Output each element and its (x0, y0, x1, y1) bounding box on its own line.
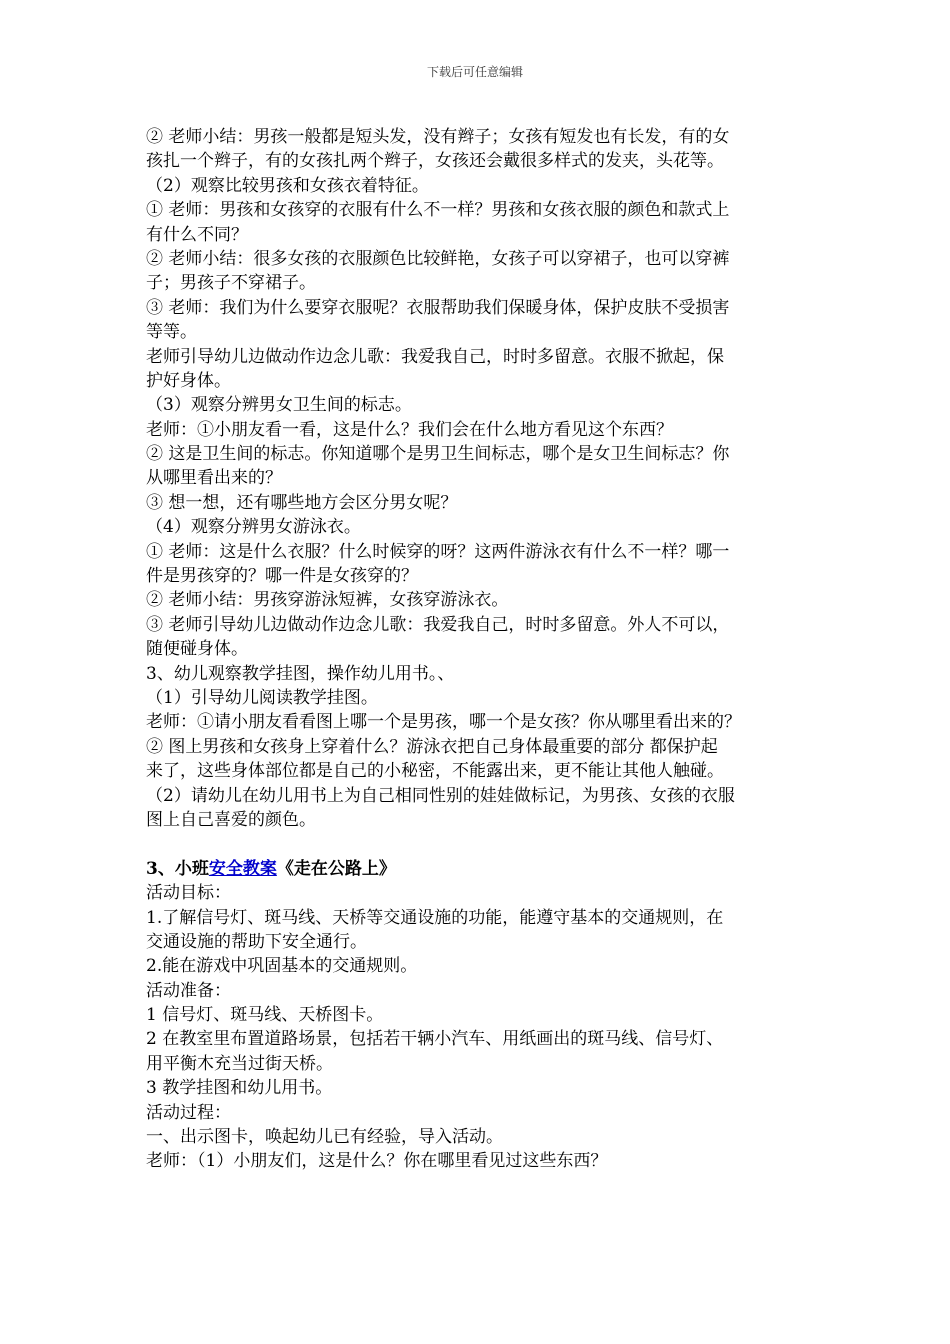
text-line: 来了，这些身体部位都是自己的小秘密，不能露出来，更不能让其他人触碰。 (146, 761, 724, 782)
text-line: ② 老师小结：男孩穿游泳短裤，女孩穿游泳衣。 (146, 590, 509, 611)
text-line: （1）引导幼儿阅读教学挂图。 (146, 687, 378, 708)
text-line: 随便碰身体。 (146, 639, 248, 660)
text-line: ③ 想一想，还有哪些地方会区分男女呢？ (146, 492, 458, 513)
text-line: 老师：（1）小朋友们，这是什么？你在哪里看见过这些东西？ (146, 1151, 608, 1172)
text-line: 护好身体。 (146, 370, 231, 391)
section-heading-title: 《走在公路上》 (276, 858, 396, 879)
text-line: 老师：①请小朋友看看图上哪一个是男孩，哪一个是女孩？你从哪里看出来的？ (146, 712, 741, 733)
text-line: 子；男孩子不穿裙子。 (146, 273, 316, 294)
page-header: 下载后可任意编辑 (426, 65, 523, 79)
text-line: 孩扎一个辫子，有的女孩扎两个辫子，女孩还会戴很多样式的发夹，头花等。 (146, 151, 724, 172)
text-line: 件是男孩穿的？哪一件是女孩穿的？ (146, 566, 418, 587)
lesson-plan-link[interactable]: 安全教案 (208, 858, 277, 879)
text-line: 等等。 (146, 322, 197, 343)
text-line: 老师：①小朋友看一看，这是什么？我们会在什么地方看见这个东西？ (146, 419, 673, 440)
text-line: 活动过程： (146, 1102, 231, 1123)
text-line: 2.能在游戏中巩固基本的交通规则。 (146, 956, 418, 977)
blank-line (146, 832, 816, 856)
text-line: 1.了解信号灯、斑马线、天桥等交通设施的功能，能遵守基本的交通规则，在 (146, 907, 724, 928)
text-line: 2 在教室里布置道路场景，包括若干辆小汽车、用纸画出的斑马线、信号灯、 (146, 1029, 724, 1050)
text-line: ② 老师小结：男孩一般都是短头发，没有辫子；女孩有短发也有长发，有的女 (146, 127, 730, 147)
document-body (146, 125, 816, 1174)
text-line: 用平衡木充当过街天桥。 (146, 1053, 333, 1074)
text-line: （4）观察分辨男女游泳衣。 (146, 517, 361, 538)
lesson-plan-body (146, 881, 816, 1174)
text-line: 活动准备： (146, 980, 231, 1001)
text-line: （3）观察分辨男女卫生间的标志。 (146, 395, 412, 416)
text-line: ① 老师：这是什么衣服？什么时候穿的呀？这两件游泳衣有什么不一样？哪一 (146, 541, 730, 562)
text-line: ② 这是卫生间的标志。你知道哪个是男卫生间标志，哪个是女卫生间标志？你 (146, 444, 730, 465)
text-line: ③ 老师引导幼儿边做动作边念儿歌：我爱我自己，时时多留意。外人不可以， (146, 614, 730, 635)
text-line: （2）观察比较男孩和女孩衣着特征。 (146, 175, 429, 196)
text-line: 图上自己喜爱的颜色。 (146, 809, 316, 830)
section-heading (146, 857, 816, 881)
text-line: ① 老师：男孩和女孩穿的衣服有什么不一样？男孩和女孩衣服的颜色和款式上 (146, 200, 730, 221)
text-line: ② 图上男孩和女孩身上穿着什么？游泳衣把自己身体最重要的部分 都保护起 (146, 736, 718, 757)
text-line: 老师引导幼儿边做动作边念儿歌：我爱我自己，时时多留意。衣服不掀起，保 (146, 346, 724, 367)
text-line: 1 信号灯、斑马线、天桥图卡。 (146, 1005, 384, 1026)
text-line: （2）请幼儿在幼儿用书上为自己相同性别的娃娃做标记，为男孩、女孩的衣服 (146, 785, 735, 806)
text-line: 3、幼儿观察教学挂图，操作幼儿用书。、 (146, 663, 455, 684)
text-line: ③ 老师：我们为什么要穿衣服呢？衣服帮助我们保暖身体，保护皮肤不受损害 (146, 297, 730, 318)
text-line: 有什么不同？ (146, 224, 248, 245)
text-line: ② 老师小结：很多女孩的衣服颜色比较鲜艳，女孩子可以穿裙子，也可以穿裤 (146, 248, 730, 269)
section-heading-prefix: 3、小班 (146, 858, 209, 879)
text-line: 一、出示图卡，唤起幼儿已有经验，导入活动。 (146, 1127, 503, 1148)
text-line: 3 教学挂图和幼儿用书。 (146, 1078, 333, 1099)
text-line: 从哪里看出来的？ (146, 468, 282, 489)
text-line: 活动目标： (146, 883, 231, 904)
text-line: 交通设施的帮助下安全通行。 (146, 931, 367, 952)
lesson-continuation (146, 125, 816, 832)
